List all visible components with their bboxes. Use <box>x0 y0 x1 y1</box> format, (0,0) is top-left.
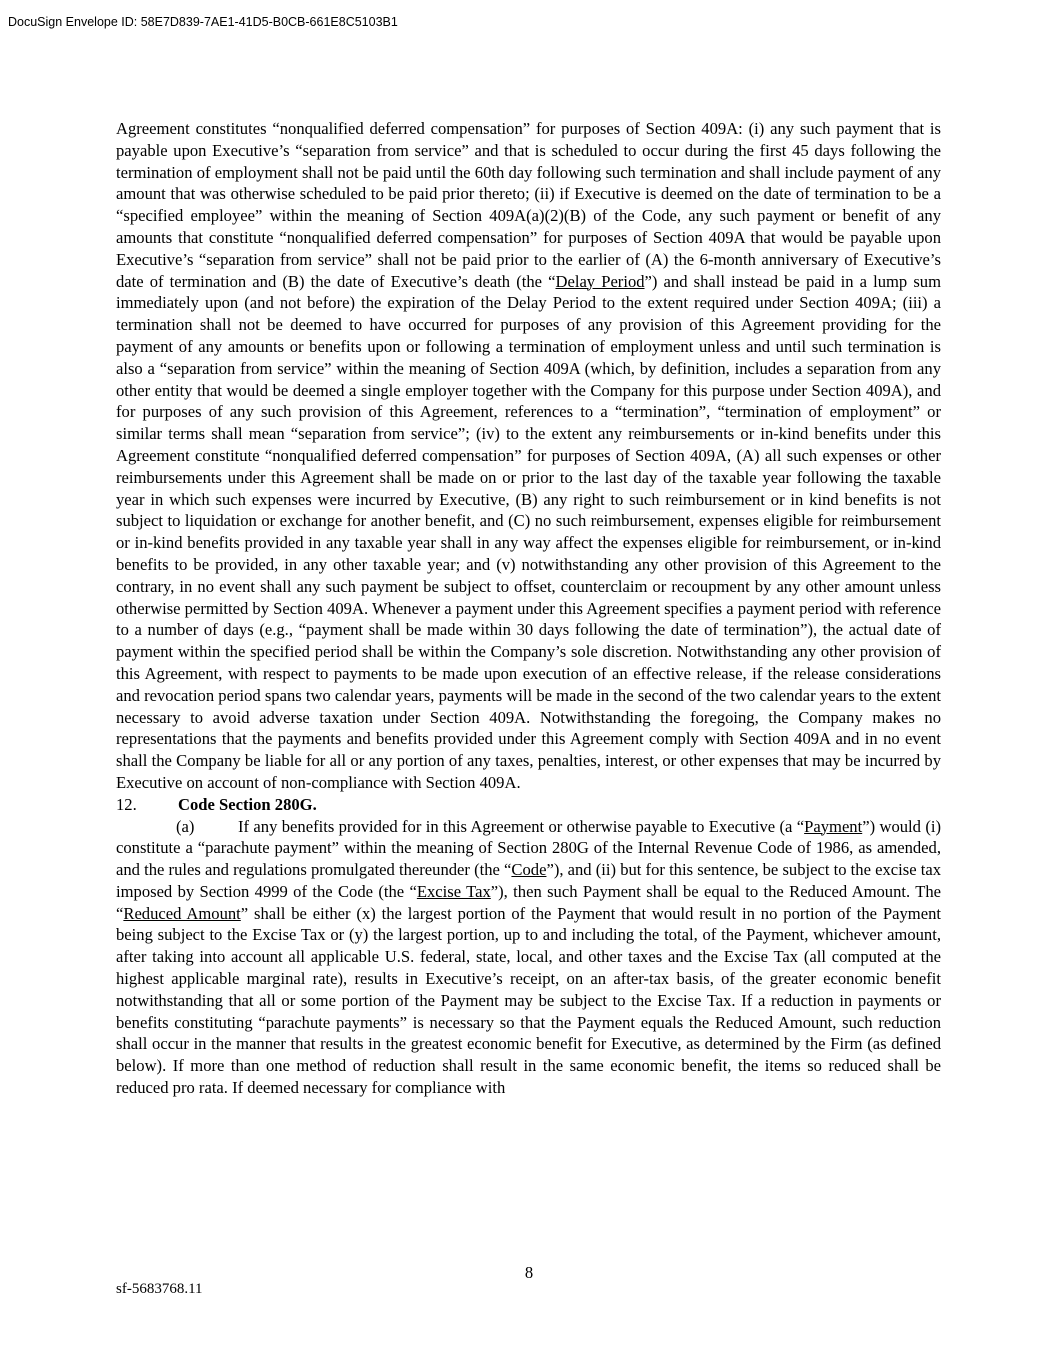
paragraph-text: ”), and (ii) but for this sentence, be subject to the excise tax imposed by Section 4999 of the Code (the “ <box>116 860 941 901</box>
docusign-envelope-id: DocuSign Envelope ID: 58E7D839-7AE1-41D5-B0CB-661E8C5103B1 <box>8 15 398 29</box>
document-body <box>116 118 941 1099</box>
defined-term-reduced-amount: Reduced Amount <box>123 903 241 923</box>
paragraph-text: ”) would (i) constitute a “parachute payment” within the meaning of Section 280G of the Internal Revenue Code of 1986, as amended, and the rules and regulations promulgated thereunder (the “ <box>116 816 941 880</box>
page-number: 8 <box>524 1263 534 1282</box>
document-id: sf-5683768.11 <box>116 1281 203 1297</box>
subsection-label: (a) <box>176 816 195 836</box>
paragraph-text: Agreement constitutes “nonqualified deferred compensation” for purposes of Section 409A: (i) any such payment that is payable upon Executive’s “separation from service” and that is scheduled to occur during the first 45 days following the termination of employment shall not be paid until the 60th day following such termination and shall include payment of any amount that was otherwise scheduled to be paid prior thereto; (ii) if Executive is deemed on the date of termination to be a “specified employee” within the meaning of Section 409A(a)(2)(B) of the Code, any such payment or benefit of any amounts that constitute “nonqualified deferred compensation” for purposes of Section 409A that would be payable upon Executive’s “separation from service” shall not be paid prior to the earlier of (A) the 6-month anniversary of Executive’s date of termination and (B) the date of Executive’s death (the “ <box>116 119 941 291</box>
section-number: 12. <box>116 794 137 814</box>
paragraph-12a <box>116 816 941 1099</box>
defined-term-payment: Payment <box>804 816 863 836</box>
paragraph-text: ” shall be either (x) the largest portion of the Payment that would result in no portion of the Payment being subject to the Excise Tax or (y) the largest portion, up to and including the total, of the Payment, whichever amount, after taking into account all applicable U.S. federal, state, local, and other taxes and the Excise Tax (all computed at the highest applicable marginal rate), results in Executive’s receipt, on an after-tax basis, of the greater economic benefit notwithstanding that all or some portion of the Payment may be subject to the Excise Tax. If a reduction in payments or benefits constituting “parachute payments” is necessary so that the Payment equals the Reduced Amount, such reduction shall occur in the manner that results in the greatest economic benefit for Executive, as determined by the Firm (as defined below). If more than one method of reduction shall result in the same economic benefit, the items so reduced shall be reduced pro rata. If deemed necessary for compliance with <box>116 903 941 1098</box>
paragraph-409a-continued <box>116 118 941 794</box>
paragraph-text: If any benefits provided for in this Agreement or otherwise payable to Executive (a “ <box>238 816 805 836</box>
paragraph-text: ”) and shall instead be paid in a lump sum immediately upon (and not before) the expiration of the Delay Period to the extent required under Section 409A; (iii) a termination shall not be deemed to have occurred for purposes of any provision of this Agreement providing for the payment of any amounts or benefits upon or following a termination of employment unless and until such termination is also a “separation from service” within the meaning of Section 409A (which, by definition, includes a separation from any other entity that would be deemed a single employer together with the Company for this purpose under Section 409A), and for purposes of any such provision of this Agreement, references to a “termination”, “termination of employment” or similar terms shall mean “separation from service”; (iv) to the extent any reimbursements or in-kind benefits under this Agreement constitute “nonqualified deferred compensation” for purposes of Section 409A, (A) all such expenses or other reimbursements under this Agreement shall be made on or prior to the last day of the taxable year following the taxable year in which such expenses were incurred by Executive, (B) any right to such reimbursement or in kind benefits is not subject to liquidation or exchange for another benefit, and (C) no such reimbursement, expenses eligible for reimbursement or in-kind benefits provided in any taxable year shall in any way affect the expenses eligible for reimbursement, or in-kind benefits to be provided, in any other taxable year; and (v) notwithstanding any other provision of this Agreement to the contrary, in no event shall any such payment be subject to offset, counterclaim or recoupment by any other amount unless otherwise permitted by Section 409A. Whenever a payment under this Agreement specifies a payment period with reference to a number of days (e.g., “payment shall be made within 30 days following the date of termination”), the actual date of payment within the specified period shall be within the Company’s sole discretion. Notwithstanding any other provision of this Agreement, with respect to payments to be made upon execution of an effective release, if the release considerations and revocation period spans two calendar years, payments will be made in the second of the two calendar years to the extent necessary to avoid adverse taxation under Section 409A. Notwithstanding the foregoing, the Company makes no representations that the payments and benefits provided under this Agreement comply with Section 409A and in no event shall the Company be liable for all or any portion of any taxes, penalties, interest, or other expenses that may be incurred by Executive on account of non-compliance with Section 409A. <box>116 271 942 792</box>
section-title: Code Section 280G. <box>178 794 317 814</box>
defined-term-excise-tax: Excise Tax <box>416 881 491 901</box>
defined-term-code: Code <box>511 860 547 880</box>
defined-term-delay-period: Delay Period <box>555 271 645 291</box>
section-12-heading <box>116 794 941 816</box>
paragraph-text: ”), then such Payment shall be equal to the Reduced Amount. The “ <box>116 881 941 923</box>
